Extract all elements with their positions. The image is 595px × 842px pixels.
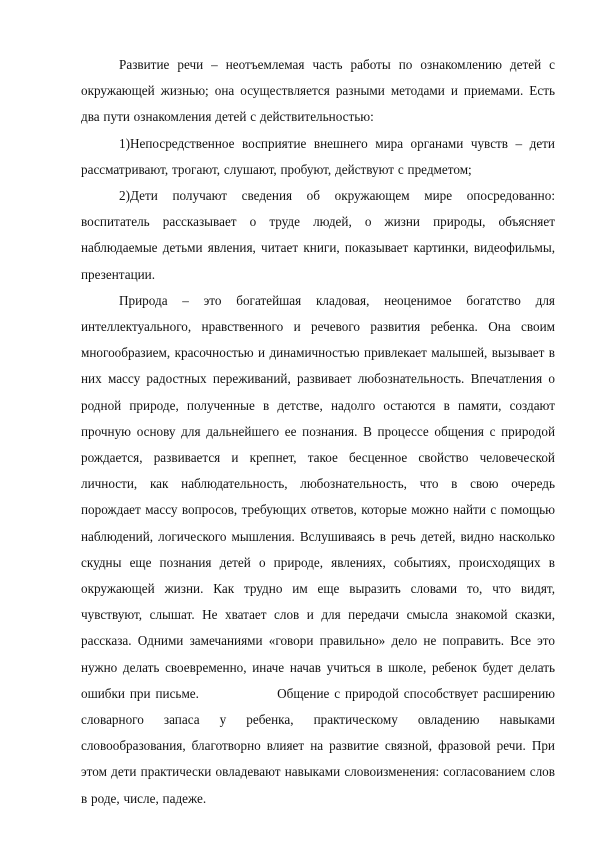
paragraph-nature: Природа – это богатейшая кладовая, неоценимое богатство для интеллектуального, нравственного и речевого развития ребенка. Она своим многообразием, красочностью и динамичностью привлекает малышей, вызывает в них массу радостных переживаний, развивает любознательность. Впечатления о родной природе, полученные в детстве, надолго остаются в памяти, создают прочную основу для дальнейшего ее познания. В процессе общения с природой рождается, развивается и крепнет, такое бесценное свойство человеческой личности, как наблюдательность, любознательность, что в свою очередь порождает массу вопросов, требующих ответов, которые можно найти с помощью наблюдений, логического мышления. Вслушиваясь в речь детей, видно насколько скудны еще познания детей о природе, явлениях, событиях, происходящих в окружающей жизни. Как трудно им еще выразить словами то, что видят, чувствуют, слышат. Не хватает слов и для передачи смысла знакомой сказки, рассказа. Одними замечаниями «говори правильно» дело не поправить. Все это нужно делать своевременно, иначе начав учиться в школе, ребенок будет делать ошибки при письме. Общение с природой способствует расширению словарного запаса у ребенка, практическому овладению навыками словообразования, благотворно влияет на развитие связной, фразовой речи. При этом дети практически овладевают навыками словоизменения: согласованием слов в роде, числе, падеже. bbox=[81, 292, 559, 806]
paragraph-intro: Развитие речи – неотъемлемая часть работы по ознакомлению детей с окружающей жизнью; она осуществляется разными методами и приемами. Есть два пути ознакомления детей с действительностью: bbox=[81, 57, 555, 125]
paragraph-point-1: 1)Непосредственное восприятие внешнего мира органами чувств – дети рассматривают, трогают, слушают, пробуют, действуют с предметом; bbox=[81, 135, 555, 177]
paragraph-point-2: 2)Дети получают сведения об окружающем мире опосредованно: воспитатель рассказывает о труде людей, о жизни природы, объясняет наблюдаемые детьми явления, читает книги, показывает картинки, видеофильмы, презентации. bbox=[81, 188, 555, 282]
